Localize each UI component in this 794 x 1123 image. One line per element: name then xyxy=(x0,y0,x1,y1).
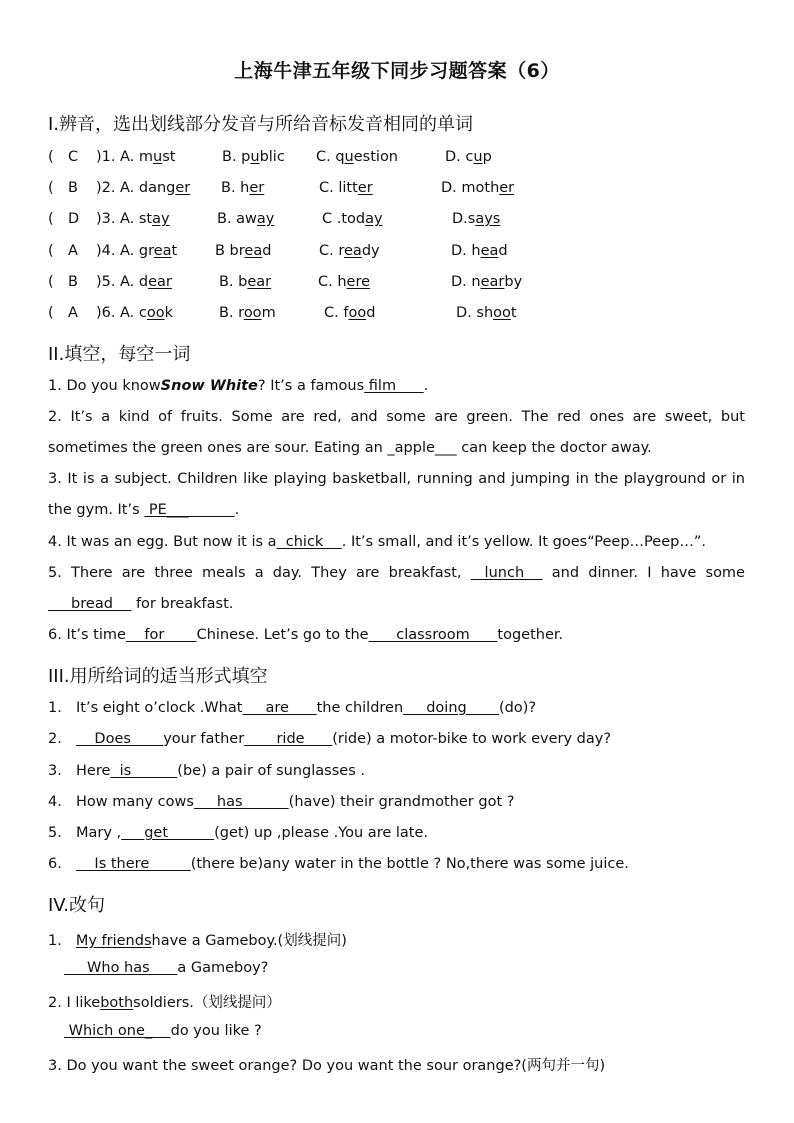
fill-question-4: 4. It was an egg. But now it is a chick . It’s small, and it’s yellow. It goes“Peep…Peep…”. xyxy=(48,534,706,550)
rewrite-answer-2: Which one_ do you like ? xyxy=(64,1023,262,1039)
answer-blank: ride xyxy=(244,731,333,747)
rewrite-question-3: 3. Do you want the sweet orange? Do you want the sour orange?(两句并一句) xyxy=(48,1058,606,1074)
underlined-letters: ear xyxy=(148,274,172,290)
option-text: p xyxy=(482,149,492,165)
answer-blank: for xyxy=(125,627,197,643)
answer-blank: Does xyxy=(76,731,164,747)
option-text: D.s xyxy=(452,211,476,227)
answer-blank: are xyxy=(242,700,317,716)
answer-blank: Who has xyxy=(64,960,178,976)
option-text: d xyxy=(498,243,508,259)
form-question xyxy=(48,825,428,841)
answer-blank: PE___ xyxy=(144,502,235,518)
question-text: (be) a pair of sunglasses . xyxy=(177,763,365,779)
option-text: m xyxy=(261,305,276,321)
question-number: )4. xyxy=(96,243,116,259)
underlined-letters: ays xyxy=(475,211,501,227)
form-question xyxy=(48,731,611,747)
rewrite-question-2: 2. I likebothsoldiers.（划线提问） xyxy=(48,995,281,1011)
option-text: D. h xyxy=(451,243,481,259)
option-b xyxy=(221,180,264,196)
option-c xyxy=(322,211,383,227)
option-d xyxy=(452,211,500,227)
option-text: B br xyxy=(215,243,245,259)
option-d xyxy=(451,243,508,259)
question-text: How many cows xyxy=(76,794,194,810)
option-b xyxy=(219,274,271,290)
paren-open: ( xyxy=(48,211,54,227)
question-number: 3. xyxy=(48,763,62,779)
option-text: t xyxy=(510,305,517,321)
option-text: D. moth xyxy=(441,180,500,196)
option-text: C .tod xyxy=(322,211,366,227)
underlined-letters: er xyxy=(249,180,265,196)
question-number: 1. xyxy=(48,700,62,716)
option-c xyxy=(318,274,370,290)
answer-letter: B xyxy=(68,180,78,196)
option-b xyxy=(217,211,274,227)
option-a xyxy=(120,274,172,290)
option-a xyxy=(120,243,177,259)
option-c xyxy=(316,149,398,165)
question-text: Here xyxy=(76,763,111,779)
underlined-letters: ea xyxy=(244,243,263,259)
option-text: blic xyxy=(259,149,285,165)
question-text: It’s eight o’clock .What xyxy=(76,700,243,716)
option-text: A. gr xyxy=(120,243,154,259)
option-a xyxy=(120,305,173,321)
underlined-letters: u xyxy=(473,149,483,165)
underlined-letters: u xyxy=(153,149,163,165)
question-number: )6. xyxy=(96,305,116,321)
answer-blank: chick xyxy=(276,534,342,550)
option-b xyxy=(222,149,285,165)
question-number: 6. xyxy=(48,856,62,872)
answer-blank: is xyxy=(110,763,178,779)
underlined-letters: ear xyxy=(247,274,272,290)
option-d xyxy=(451,274,522,290)
option-text: C. r xyxy=(319,243,344,259)
option-text: B. r xyxy=(219,305,244,321)
option-d xyxy=(456,305,517,321)
question-text: the children xyxy=(316,700,404,716)
paren-open: ( xyxy=(48,274,54,290)
answer-blank: bread xyxy=(48,596,132,612)
question-text: (do)? xyxy=(498,700,537,716)
underlined-letters: ere xyxy=(346,274,371,290)
question-number: )1. xyxy=(96,149,116,165)
underlined-letters: oo xyxy=(243,305,262,321)
option-c xyxy=(319,243,380,259)
question-number: 4. xyxy=(48,794,62,810)
option-text: st xyxy=(162,149,176,165)
question-number: )3. xyxy=(96,211,116,227)
question-number: 5. xyxy=(48,825,62,841)
answer-blank: doing xyxy=(403,700,499,716)
underlined-letters: ea xyxy=(344,243,362,259)
option-text: D. c xyxy=(445,149,474,165)
answer-text: _apple___ xyxy=(387,440,457,456)
paren-open: ( xyxy=(48,149,54,165)
option-b xyxy=(219,305,276,321)
rewrite-answer-1: Who has a Gameboy? xyxy=(64,960,269,976)
option-text: by xyxy=(504,274,523,290)
underlined-letters: ea xyxy=(480,243,499,259)
option-text: A. st xyxy=(120,211,153,227)
form-question xyxy=(48,700,536,716)
answer-letter: A xyxy=(68,243,78,259)
underlined-letters: ay xyxy=(152,211,170,227)
form-question xyxy=(48,794,514,810)
section-4-heading: IV.改句 xyxy=(48,895,106,916)
underlined-letters: er xyxy=(499,180,515,196)
section-3-heading: III.用所给词的适当形式填空 xyxy=(48,666,268,687)
question-text: (have) their grandmother got ? xyxy=(288,794,515,810)
underlined-letters: oo xyxy=(146,305,165,321)
option-a xyxy=(120,180,190,196)
option-text: estion xyxy=(353,149,399,165)
form-question xyxy=(48,856,629,872)
option-a xyxy=(120,149,175,165)
rewrite-question-1: 1. My friendshave a Gameboy.(划线提问) xyxy=(48,933,347,949)
option-text: C. f xyxy=(324,305,349,321)
question-text: Mary , xyxy=(76,825,122,841)
option-text: B. h xyxy=(221,180,250,196)
option-d xyxy=(445,149,492,165)
section-1-heading: I.辨音，选出划线部分发音与所给音标发音相同的单词 xyxy=(48,114,474,135)
question-text: your father xyxy=(163,731,245,747)
fill-question-6: 6. It’s time for Chinese. Let’s go to the classroom together. xyxy=(48,627,564,643)
option-d xyxy=(441,180,514,196)
question-text: (ride) a motor-bike to work every day? xyxy=(332,731,612,747)
section-2-heading: II.填空，每空一词 xyxy=(48,344,191,365)
option-text: A. m xyxy=(120,149,154,165)
option-c xyxy=(324,305,375,321)
question-text: (there be)any water in the bottle ? No,there was some juice. xyxy=(190,856,629,872)
answer-letter: C xyxy=(68,149,79,165)
page-title: 上海牛津五年级下同步习题答案（6） xyxy=(234,60,560,82)
option-text: d xyxy=(262,243,272,259)
underlined-letters: u xyxy=(344,149,354,165)
option-text: C. h xyxy=(318,274,347,290)
question-text: (get) up ,please .You are late. xyxy=(214,825,428,841)
option-text: dy xyxy=(361,243,380,259)
paren-open: ( xyxy=(48,305,54,321)
underlined-letters: ea xyxy=(153,243,172,259)
answer-blank: film xyxy=(364,378,424,394)
underlined-letters: ay xyxy=(365,211,383,227)
answer-letter: A xyxy=(68,305,78,321)
answer-blank: get xyxy=(121,825,215,841)
option-text: A. dang xyxy=(120,180,176,196)
fill-question-3: 3. It is a subject. Children like playing basketball, running and jumping in the playground or in the gym. It’s PE___ . xyxy=(48,464,745,526)
underlined-letters: u xyxy=(250,149,260,165)
option-text: D. n xyxy=(451,274,481,290)
answer-blank: has xyxy=(193,794,289,810)
question-number: )2. xyxy=(96,180,116,196)
option-text: d xyxy=(366,305,376,321)
option-c xyxy=(319,180,373,196)
answer-blank: lunch xyxy=(470,565,543,581)
paren-open: ( xyxy=(48,243,54,259)
option-text: C. litt xyxy=(319,180,358,196)
underlined-letters: er xyxy=(357,180,373,196)
answer-blank: Which one_ xyxy=(64,1023,171,1039)
answer-blank: Is there xyxy=(76,856,191,872)
underlined-letters: er xyxy=(175,180,191,196)
option-text: A. c xyxy=(120,305,147,321)
underlined-letters: oo xyxy=(493,305,511,321)
option-a xyxy=(120,211,170,227)
answer-letter: D xyxy=(68,211,80,227)
question-number: 2. xyxy=(48,731,62,747)
form-question xyxy=(48,763,365,779)
option-text: B. aw xyxy=(217,211,257,227)
option-text: C. q xyxy=(316,149,345,165)
option-text: B. b xyxy=(219,274,248,290)
fill-question-1: 1. Do you knowSnow White? It’s a famous film . xyxy=(48,378,429,394)
answer-letter: B xyxy=(68,274,78,290)
option-text: k xyxy=(164,305,174,321)
fill-question-2: 2. It’s a kind of fruits. Some are red, and some are green. The red ones are sweet, but sometimes the green ones are sour. Eating an _apple___ can keep the doctor away. xyxy=(48,409,745,456)
option-text: D. sh xyxy=(456,305,494,321)
option-text: B. p xyxy=(222,149,251,165)
option-text: t xyxy=(171,243,178,259)
answer-blank: classroom xyxy=(368,627,498,643)
underlined-letters: ear xyxy=(480,274,505,290)
option-b xyxy=(215,243,271,259)
underlined-letters: oo xyxy=(348,305,367,321)
fill-question-5: 5. There are three meals a day. They are breakfast, lunch and dinner. I have some bread for breakfast. xyxy=(48,558,745,620)
underlined-letters: ay xyxy=(256,211,275,227)
option-text: A. d xyxy=(120,274,149,290)
question-number: )5. xyxy=(96,274,116,290)
paren-open: ( xyxy=(48,180,54,196)
